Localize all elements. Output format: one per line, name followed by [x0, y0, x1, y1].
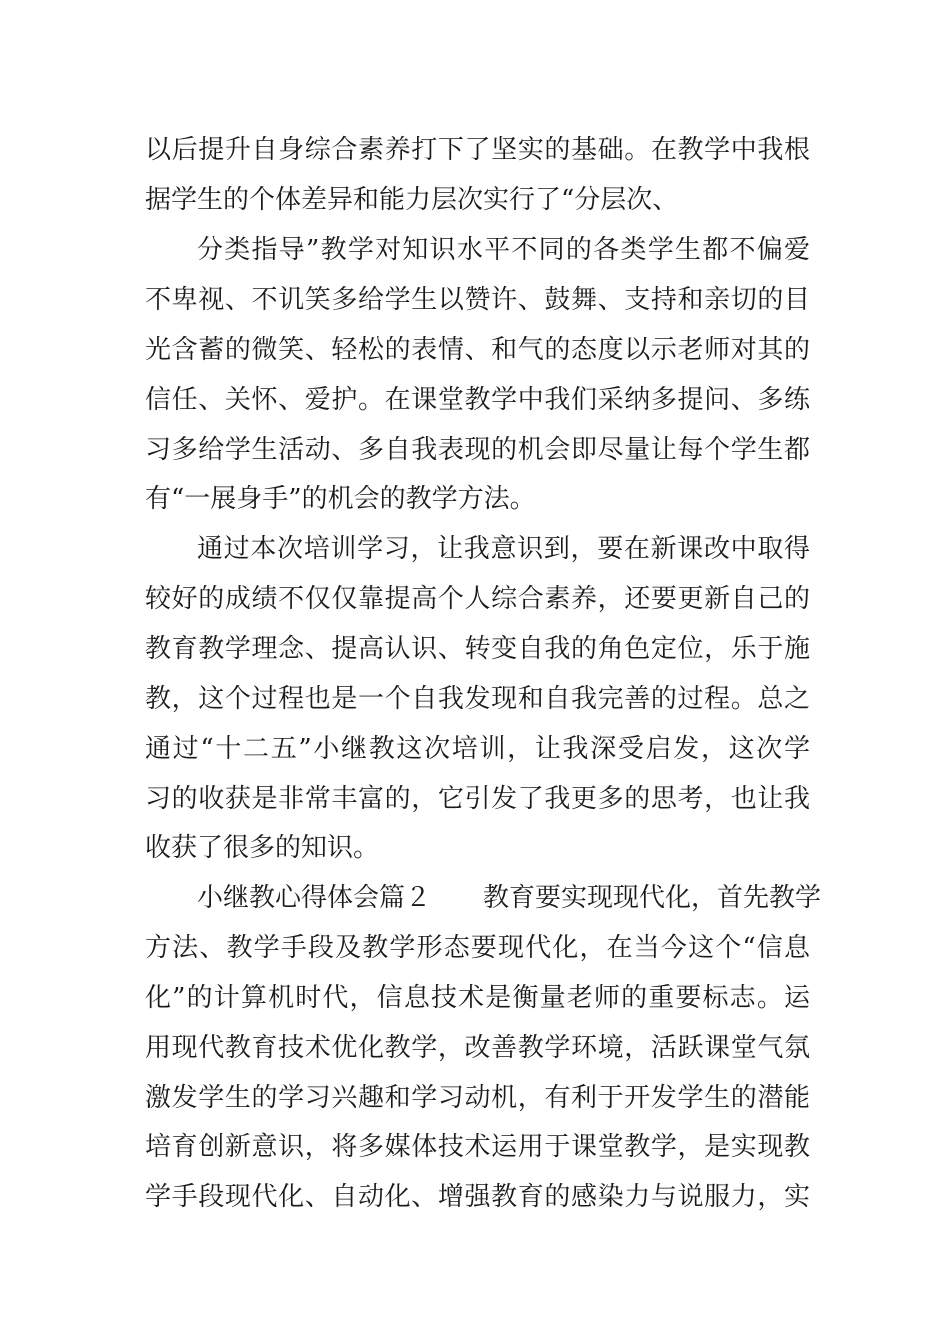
text-line: 收获了很多的知识。: [145, 833, 380, 863]
text-line: 用现代教育技术优化教学，改善教学环境，活跃课堂气氛: [145, 1033, 810, 1063]
text-line: 光含蓄的微笑、轻松的表情、和气的态度以示老师对其的: [145, 335, 810, 365]
section-heading-line: 小继教心得体会篇２ 教育要实现现代化，首先教学: [197, 883, 822, 913]
text-line: 学手段现代化、自动化、增强教育的感染力与说服力，实: [145, 1182, 810, 1212]
text-line: 通过“十二五”小继教这次培训，让我深受启发，这次学: [145, 734, 810, 764]
text-line: 习的收获是非常丰富的，它引发了我更多的思考，也让我: [145, 784, 810, 814]
text-line: 激发学生的学习兴趣和学习动机，有利于开发学生的潜能: [145, 1083, 810, 1113]
text-line: 通过本次培训学习，让我意识到，要在新课改中取得: [197, 534, 810, 564]
text-line: 以后提升自身综合素养打下了坚实的基础。在教学中我根: [145, 135, 810, 165]
text-line: 方法、教学手段及教学形态要现代化，在当今这个“信息: [145, 933, 810, 963]
text-line: 较好的成绩不仅仅靠提高个人综合素养，还要更新自己的: [145, 584, 810, 614]
text-line: 化”的计算机时代，信息技术是衡量老师的重要标志。运: [145, 983, 810, 1013]
text-line: 培育创新意识，将多媒体技术运用于课堂教学，是实现教: [145, 1132, 810, 1162]
text-line: 教，这个过程也是一个自我发现和自我完善的过程。总之: [145, 684, 810, 714]
text-line: 有“一展身手”的机会的教学方法。: [145, 484, 536, 514]
text-line: 不卑视、不讥笑多给学生以赞许、鼓舞、支持和亲切的目: [145, 285, 810, 315]
text-line: 信任、关怀、爱护。在课堂教学中我们采纳多提问、多练: [145, 385, 810, 415]
text-line: 据学生的个体差异和能力层次实行了“分层次、: [145, 185, 679, 215]
text-line: 习多给学生活动、多自我表现的机会即尽量让每个学生都: [145, 435, 810, 465]
text-line: 分类指导”教学对知识水平不同的各类学生都不偏爱: [197, 235, 810, 265]
text-line: 教育教学理念、提高认识、转变自我的角色定位，乐于施: [145, 634, 810, 664]
